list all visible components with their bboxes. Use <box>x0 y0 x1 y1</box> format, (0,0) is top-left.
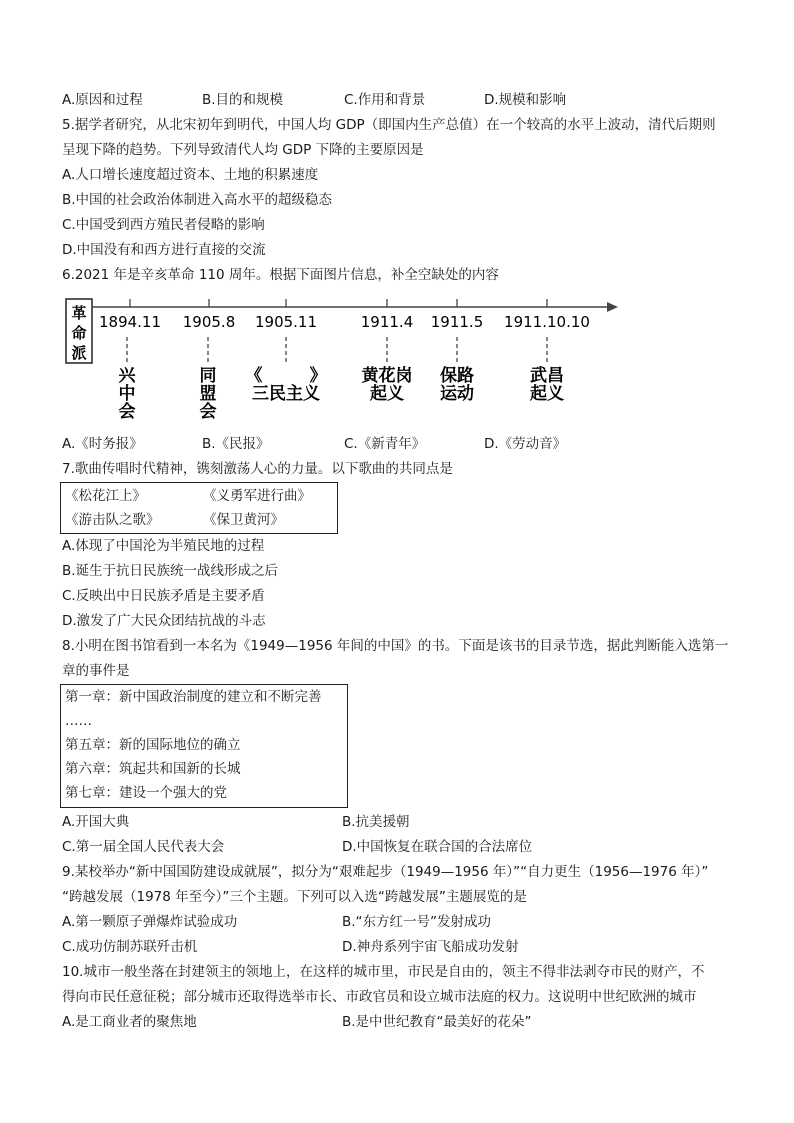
q8-toc-item-3: 第五章：新的国际地位的确立 <box>65 737 241 753</box>
q7-song-4: 《保卫黄河》 <box>203 512 284 528</box>
timeline-label-1-char-2: 中 <box>118 384 136 404</box>
timeline-label-5-top: 保路 <box>440 366 474 386</box>
q8-toc-item-2: …… <box>65 713 92 729</box>
timeline-label-1-char-1: 兴 <box>118 366 136 386</box>
timeline-label-4-bottom: 起义 <box>370 384 404 404</box>
q10-stem-line-2: 得向市民任意征税；部分城市还取得选举市长、市政官员和设立城市法庭的权力。这说明中世纪欧洲的城市 <box>62 989 697 1005</box>
timeline-label-3-bottom: 三民主义 <box>252 384 320 404</box>
timeline-label-2-char-3: 会 <box>199 402 217 422</box>
timeline-label-2-char-1: 同 <box>199 366 217 386</box>
q8-option-b: B.抗美援朝 <box>342 814 410 830</box>
q7-stem: 7.歌曲传唱时代精神，镌刻激荡人心的力量。以下歌曲的共同点是 <box>62 461 453 477</box>
timeline-label-5-bottom: 运动 <box>440 384 474 404</box>
timeline-label-6-bottom: 起义 <box>530 384 564 404</box>
q7-option-a: A.体现了中国沦为半殖民地的过程 <box>62 538 265 554</box>
q8-option-c: C.第一届全国人民代表大会 <box>62 839 225 855</box>
q6-option-c: C.《新青年》 <box>344 436 426 452</box>
q5-option-d: D.中国没有和西方进行直接的交流 <box>62 242 266 258</box>
timeline-date-5: 1911.5 <box>430 313 484 331</box>
q7-option-d: D.激发了广大民众团结抗战的斗志 <box>62 613 266 629</box>
q4-option-a: A.原因和过程 <box>62 92 143 108</box>
q6-timeline-figure <box>62 293 622 423</box>
timeline-side-char-3: 派 <box>71 344 87 362</box>
q8-toc-item-1: 第一章：新中国政治制度的建立和不断完善 <box>65 689 322 705</box>
q7-song-box <box>60 482 338 534</box>
q7-song-1: 《松花江上》 <box>65 488 146 504</box>
q7-song-3: 《游击队之歌》 <box>65 512 160 528</box>
q9-option-c: C.成功仿制苏联歼击机 <box>62 939 198 955</box>
q4-option-d: D.规模和影响 <box>484 92 567 108</box>
timeline-date-6: 1911.10.10 <box>504 313 590 331</box>
q8-option-d: D.中国恢复在联合国的合法席位 <box>342 839 533 855</box>
q9-option-d: D.神舟系列宇宙飞船成功发射 <box>342 939 519 955</box>
q5-option-b: B.中国的社会政治体制进入高水平的超级稳态 <box>62 192 333 208</box>
q8-toc-item-4: 第六章：筑起共和国新的长城 <box>65 761 241 777</box>
q7-option-c: C.反映出中日民族矛盾是主要矛盾 <box>62 588 265 604</box>
timeline-label-4-top: 黄花岗 <box>361 366 413 386</box>
timeline-label-6-top: 武昌 <box>530 366 564 386</box>
timeline-date-4: 1911.4 <box>360 313 414 331</box>
timeline-date-3: 1905.11 <box>254 313 318 331</box>
timeline-side-char-2: 命 <box>71 324 87 342</box>
q9-option-a: A.第一颗原子弹爆炸试验成功 <box>62 914 238 930</box>
q4-option-b: B.目的和规模 <box>202 92 284 108</box>
q10-option-b: B.是中世纪教育“最美好的花朵” <box>342 1014 532 1030</box>
q8-toc-box <box>60 684 348 808</box>
q6-stem: 6.2021 年是辛亥革命 110 周年。根据下面图片信息，补全空缺处的内容 <box>62 267 499 283</box>
timeline-label-2-char-2: 盟 <box>199 384 217 404</box>
q8-toc-item-5: 第七章：建设一个强大的党 <box>65 785 227 801</box>
timeline-side-char-1: 革 <box>71 304 87 322</box>
timeline-date-2: 1905.8 <box>182 313 236 331</box>
q5-stem-line-2: 呈现下降的趋势。下列导致清代人均 GDP 下降的主要原因是 <box>62 142 424 158</box>
q5-option-a: A.人口增长速度超过资本、土地的积累速度 <box>62 167 319 183</box>
q10-option-a: A.是工商业者的聚焦地 <box>62 1014 197 1030</box>
q6-option-a: A.《时务报》 <box>62 436 143 452</box>
q5-stem-line-1: 5.据学者研究，从北宋初年到明代，中国人均 GDP（即国内生产总值）在一个较高的水平上波动，清代后期则 <box>62 117 716 133</box>
q7-option-b: B.诞生于抗日民族统一战线形成之后 <box>62 563 279 579</box>
q5-option-c: C.中国受到西方殖民者侵略的影响 <box>62 217 265 233</box>
q7-song-2: 《义勇军进行曲》 <box>203 488 311 504</box>
timeline-arrowhead <box>607 302 618 312</box>
q8-stem-line-1: 8.小明在图书馆看到一本名为《1949—1956 年间的中国》的书。下面是该书的目录节选，据此判断能入选第一 <box>62 638 729 654</box>
timeline-date-1: 1894.11 <box>98 313 162 331</box>
q6-option-d: D.《劳动音》 <box>484 436 567 452</box>
q9-stem-line-2: “跨越发展（1978 年至今）”三个主题。下列可以入选“跨越发展”主题展览的是 <box>62 889 527 905</box>
q10-stem-line-1: 10.城市一般坐落在封建领主的领地上，在这样的城市里，市民是自由的，领主不得非法剥夺市民的财产，不 <box>62 964 705 980</box>
q9-stem-line-1: 9.某校举办“新中国国防建设成就展”，拟分为“艰难起步（1949—1956 年）”“自力更生（1956—1976 年）” <box>62 864 709 880</box>
q4-option-c: C.作用和背景 <box>344 92 426 108</box>
q8-stem-line-2: 章的事件是 <box>62 663 130 679</box>
q6-option-b: B.《民报》 <box>202 436 270 452</box>
timeline-label-1-char-3: 会 <box>118 402 136 422</box>
q9-option-b: B.“东方红一号”发射成功 <box>342 914 492 930</box>
timeline-label-3-top: 《 》 <box>245 366 327 386</box>
q8-option-a: A.开国大典 <box>62 814 130 830</box>
